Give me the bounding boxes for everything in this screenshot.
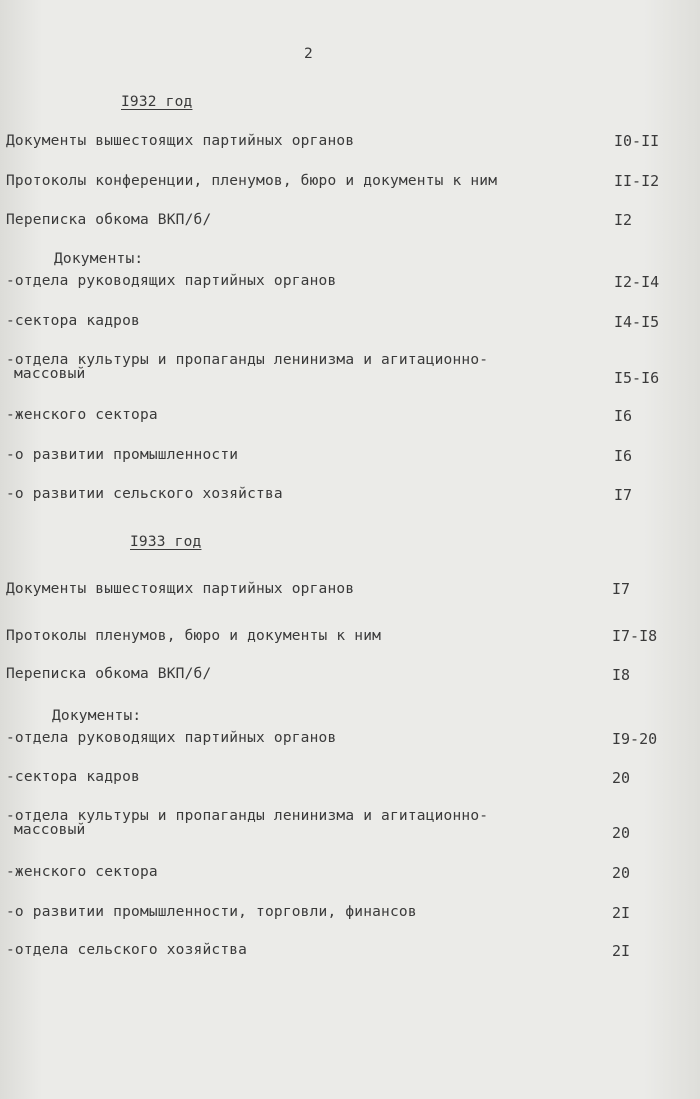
section-heading-1933: I933 год xyxy=(130,534,202,550)
entry-title: Переписка обкома ВКП/б/ xyxy=(6,666,212,682)
entry-title-continued: массовый xyxy=(14,822,86,838)
entry-pages: I8 xyxy=(612,666,631,684)
entry-pages: 20 xyxy=(612,824,631,842)
entry-pages: I7 xyxy=(614,486,633,504)
section-heading-1932: I932 год xyxy=(121,94,193,110)
entry-title: -отдела руководящих партийных органов xyxy=(6,273,337,289)
entry-pages: I2-I4 xyxy=(614,273,660,291)
entry-subheading: Документы: xyxy=(54,251,144,267)
entry-pages: 20 xyxy=(612,864,631,882)
entry-title: -отдела культуры и пропаганды ленинизма и агитационно- xyxy=(6,808,489,824)
entry-title: -сектора кадров xyxy=(6,769,140,785)
entry-title: -женского сектора xyxy=(6,864,158,880)
entry-pages: I6 xyxy=(614,447,633,465)
entry-pages: II-I2 xyxy=(614,172,660,190)
entry-pages: 20 xyxy=(612,769,631,787)
entry-title: -отдела сельского хозяйства xyxy=(6,942,248,958)
entry-title: -женского сектора xyxy=(6,407,158,423)
entry-title: -сектора кадров xyxy=(6,313,140,329)
entry-title: -о развитии промышленности, торговли, финансов xyxy=(6,904,417,920)
entry-title: Документы вышестоящих партийных органов xyxy=(6,133,355,149)
entry-title-continued: массовый xyxy=(14,366,86,382)
entry-pages: I4-I5 xyxy=(614,313,660,331)
page-number: 2 xyxy=(304,46,313,62)
entry-pages: I5-I6 xyxy=(614,369,660,387)
entry-title: -о развитии сельского хозяйства xyxy=(6,486,283,502)
entry-pages: I7 xyxy=(612,580,631,598)
entry-title: Документы вышестоящих партийных органов xyxy=(6,581,355,597)
entry-title: Протоколы пленумов, бюро и документы к ним xyxy=(6,628,382,644)
entry-pages: 2I xyxy=(612,904,631,922)
entry-pages: I2 xyxy=(614,211,633,229)
entry-title: -отдела культуры и пропаганды ленинизма и агитационно- xyxy=(6,352,489,368)
entry-title: -о развитии промышленности xyxy=(6,447,239,463)
entry-title: -отдела руководящих партийных органов xyxy=(6,730,337,746)
entry-title: Переписка обкома ВКП/б/ xyxy=(6,212,212,228)
entry-pages: I7-I8 xyxy=(612,627,658,645)
entry-pages: I9-20 xyxy=(612,730,658,748)
entry-subheading: Документы: xyxy=(52,708,142,724)
entry-pages: 2I xyxy=(612,942,631,960)
entry-pages: I6 xyxy=(614,407,633,425)
entry-pages: I0-II xyxy=(614,132,660,150)
entry-title: Протоколы конференции, пленумов, бюро и документы к ним xyxy=(6,173,498,189)
